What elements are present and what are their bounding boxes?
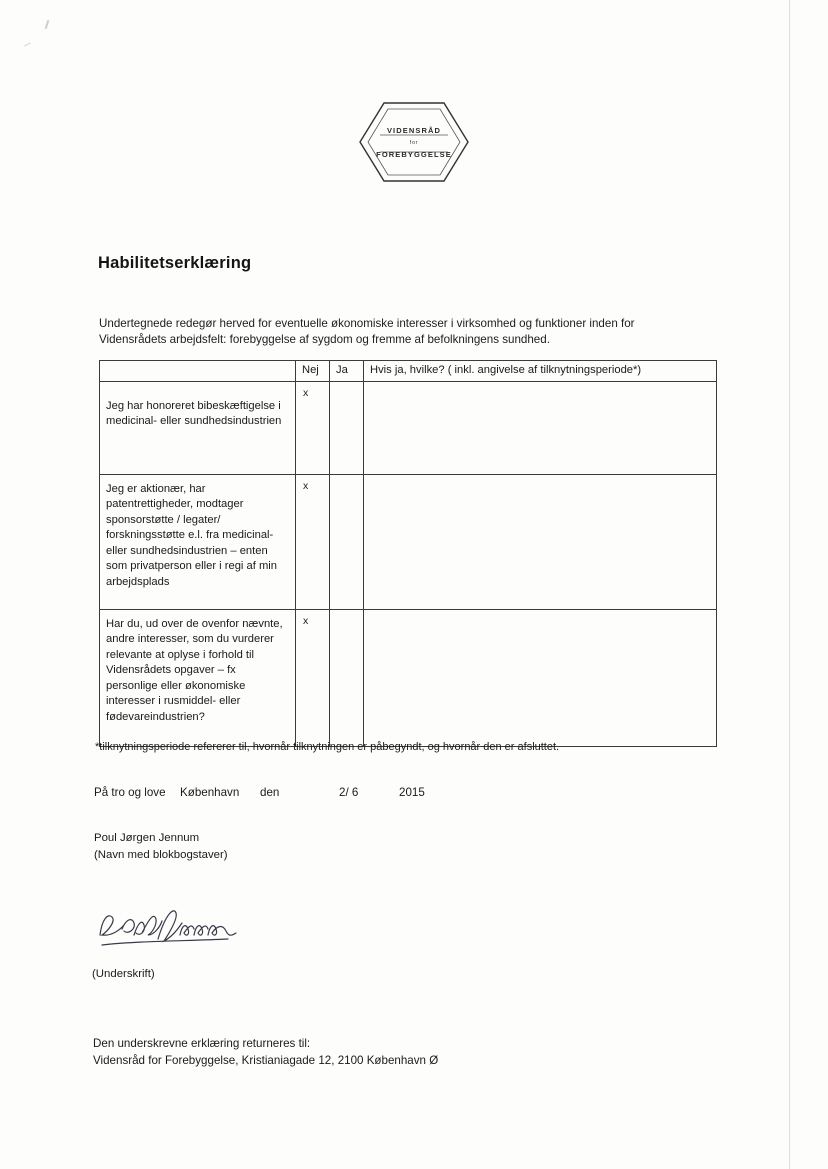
check-mark	[336, 385, 358, 386]
signature-icon	[96, 905, 246, 955]
details-field-1[interactable]	[364, 381, 717, 474]
oath-label: På tro og love	[94, 786, 166, 799]
checkbox-nej-3[interactable]	[296, 609, 330, 746]
details-field-3[interactable]	[364, 609, 717, 746]
checkbox-ja-3[interactable]	[330, 609, 364, 746]
checkbox-nej-2[interactable]	[296, 474, 330, 609]
date-value[interactable]: 2/ 6	[339, 786, 359, 799]
page-title: Habilitetserklæring	[98, 254, 252, 272]
declaration-table	[99, 360, 717, 747]
table-header-row	[100, 361, 717, 382]
handwritten-signature	[96, 905, 246, 955]
name-block	[94, 830, 228, 863]
check-mark: x	[303, 479, 309, 492]
city-value[interactable]: København	[180, 786, 240, 799]
check-mark: x	[303, 386, 309, 399]
question-text: Har du, ud over de ovenfor nævnte, andre interesser, som du vurderer relevante at oplyse i forhold til Vidensrådets opgaver – fx personlige eller økonomiske interesser i rusmiddel- eller fødevareindustrien?	[106, 617, 283, 723]
return-line-2: Vidensråd for Forebyggelse, Kristianiagade 12, 2100 København Ø	[93, 1054, 439, 1067]
hexagon-logo-icon	[354, 97, 474, 187]
signer-name: Poul Jørgen Jennum	[94, 832, 200, 844]
return-line-1: Den underskrevne erklæring returneres til:	[93, 1037, 311, 1050]
question-text: Jeg er aktionær, har patentrettigheder, modtager sponsorstøtte / legater/ forskningsstøtte e.l. fra medicinal- eller sundhedsindustrien – enten som privatperson eller i regi af min arbejdsplads	[106, 482, 277, 588]
return-info-block	[93, 1035, 438, 1069]
scan-artifact	[45, 20, 50, 29]
check-mark	[336, 613, 358, 614]
header-ja: Ja	[330, 361, 364, 382]
row-question-1	[100, 381, 296, 474]
header-question	[100, 361, 296, 382]
logo-line-1: VIDENSRÅD	[386, 126, 442, 135]
declaration-table-wrapper	[99, 360, 717, 747]
row-question-2	[100, 474, 296, 609]
logo-line-3: FOREBYGGELSE	[376, 150, 452, 159]
scan-artifact	[24, 42, 31, 46]
intro-paragraph: Undertegnede redegør herved for eventuelle økonomiske interesser i virksomhed og funktioner inden for Vidensrådets arbejdsfelt: forebyggelse af sygdom og fremme af befolkningens sundhed.	[99, 317, 635, 346]
checkbox-ja-2[interactable]	[330, 474, 364, 609]
row-question-3	[100, 609, 296, 746]
header-hvis: Hvis ja, hvilke? ( inkl. angivelse af tilknytningsperiode*)	[364, 361, 717, 382]
organization-logo	[354, 97, 474, 187]
table-row	[100, 381, 717, 474]
logo-line-2: for	[409, 140, 419, 146]
table-row	[100, 474, 717, 609]
table-footnote: *tilknytningsperiode refererer til, hvornår tilknytningen er påbegyndt, og hvornår den er afsluttet.	[95, 741, 560, 753]
year-value[interactable]: 2015	[399, 786, 425, 799]
check-mark	[336, 478, 358, 479]
checkbox-ja-1[interactable]	[330, 381, 364, 474]
page-edge-line	[789, 0, 790, 1169]
signature-caption: (Underskrift)	[92, 968, 155, 980]
question-text: Jeg har honoreret bibeskæftigelse i medicinal- eller sundhedsindustrien	[106, 399, 282, 427]
name-caption: (Navn med blokbogstaver)	[94, 848, 228, 861]
details-field-2[interactable]	[364, 474, 717, 609]
den-label: den	[260, 786, 280, 799]
header-nej: Nej	[296, 361, 330, 382]
table-row	[100, 609, 717, 746]
check-mark: x	[303, 614, 309, 627]
checkbox-nej-1[interactable]	[296, 381, 330, 474]
